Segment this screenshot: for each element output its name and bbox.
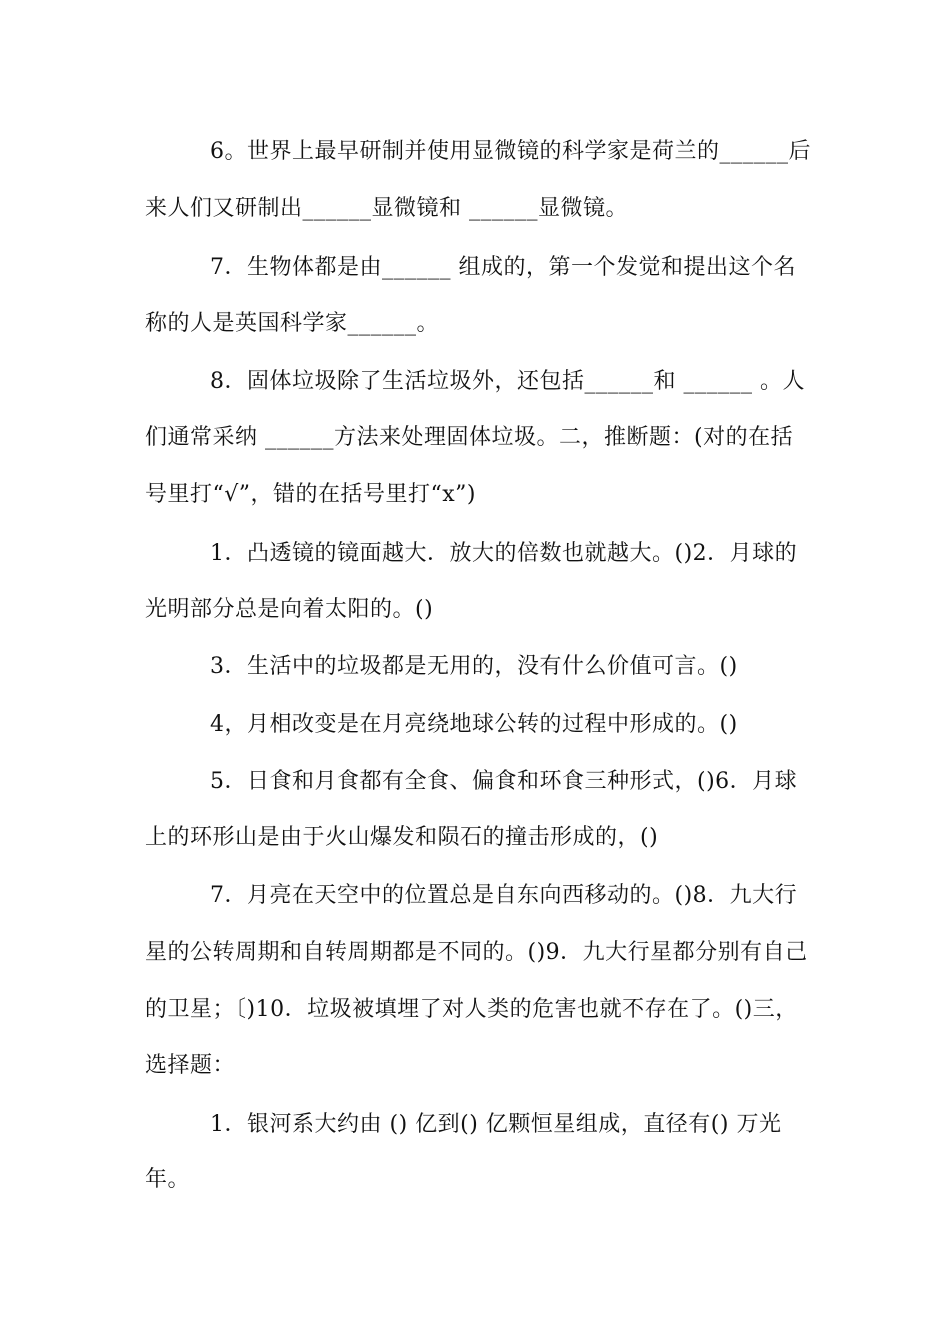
section2-instruction: 号里打“√”，错的在括号里打“x”) [145, 482, 476, 507]
judge-7-line-1: 7．月亮在天空中的位置总是自东向西移动的。()8．九大行 [210, 883, 798, 908]
choice-1-line-1: 1．银河系大约由 () 亿到() 亿颗恒星组成，直径有() 万光 [210, 1112, 782, 1137]
section3-title: 选择题： [145, 1053, 236, 1078]
judge-5-line-2: 上的环形山是由于火山爆发和陨石的撞击形成的，() [145, 825, 659, 850]
q7-line-1: 7．生物体都是由______ 组成的，第一个发觉和提出这个名 [210, 255, 796, 280]
judge-7-line-2: 星的公转周期和自转周期都是不同的。()9．九大行星都分别有自己 [145, 940, 808, 965]
q8-line-2: 们通常采纳 ______方法来处理固体垃圾。二，推断题：(对的在括 [145, 425, 794, 450]
judge-1-line-1: 1．凸透镜的镜面越大．放大的倍数也就越大。()2．月球的 [210, 541, 798, 566]
q6-line-1: 6。世界上最早研制并使用显微镜的科学家是荷兰的______后 [210, 139, 811, 164]
choice-1-line-2: 年。 [145, 1167, 191, 1192]
q7-line-2: 称的人是英国科学家______。 [145, 311, 440, 336]
judge-1-line-2: 光明部分总是向着太阳的。() [145, 597, 434, 622]
judge-5-line-1: 5．日食和月食都有全食、偏食和环食三种形式，()6．月球 [210, 769, 798, 794]
judge-3: 3．生活中的垃圾都是无用的，没有什么价值可言。() [210, 654, 738, 679]
judge-7-line-3: 的卫星；〔)10．垃圾被填埋了对人类的危害也就不存在了。()三， [145, 997, 798, 1022]
judge-4: 4，月相改变是在月亮绕地球公转的过程中形成的。() [210, 712, 738, 737]
q8-line-1: 8．固体垃圾除了生活垃圾外，还包括______和 ______ 。人 [210, 369, 805, 394]
q6-line-2: 来人们又研制出______显微镜和 ______显微镜。 [145, 196, 628, 221]
